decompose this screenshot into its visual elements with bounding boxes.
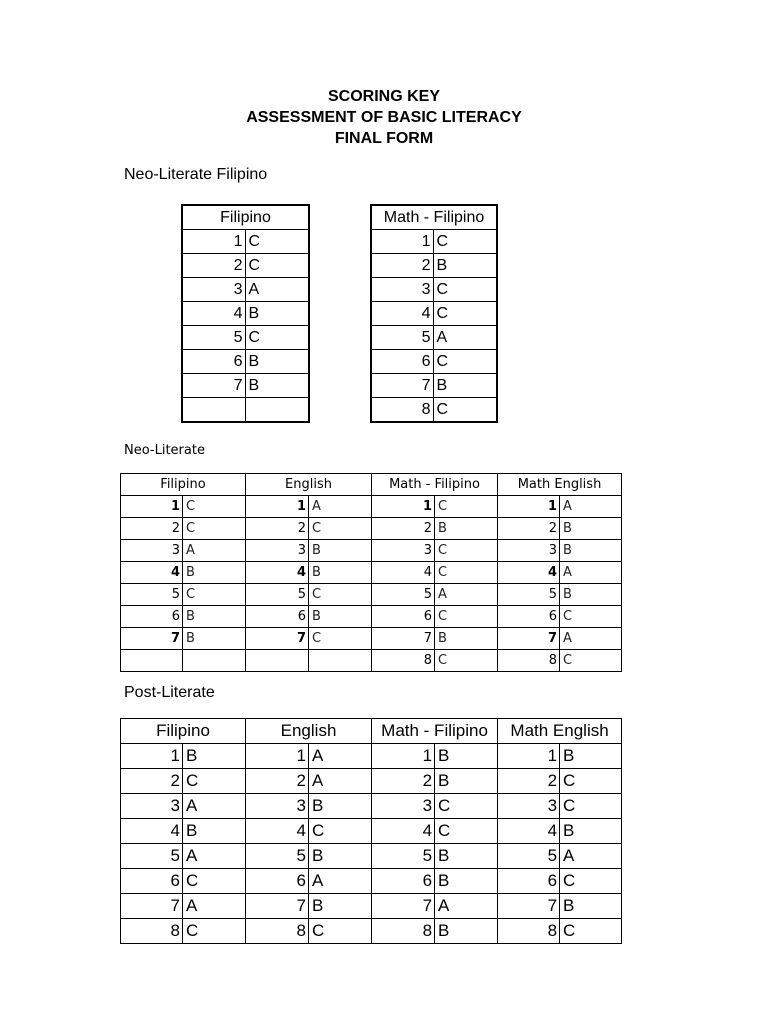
answer-letter: A bbox=[560, 844, 622, 869]
item-number: 4 bbox=[246, 562, 309, 584]
answer-letter: C bbox=[309, 584, 372, 606]
item-number: 6 bbox=[182, 350, 245, 374]
table-row bbox=[121, 794, 622, 819]
item-number: 2 bbox=[372, 518, 435, 540]
answer-letter: B bbox=[245, 302, 309, 326]
answer-letter: C bbox=[560, 794, 622, 819]
item-number: 2 bbox=[371, 254, 433, 278]
item-number: 4 bbox=[182, 302, 245, 326]
answer-letter: B bbox=[433, 374, 497, 398]
table-header: Filipino bbox=[182, 205, 309, 230]
answer-letter: B bbox=[560, 518, 622, 540]
table-row bbox=[121, 844, 622, 869]
item-number: 5 bbox=[121, 584, 183, 606]
item-number: 4 bbox=[121, 562, 183, 584]
answer-letter: B bbox=[183, 628, 246, 650]
title-line-2: ASSESSMENT OF BASIC LITERACY bbox=[246, 109, 522, 126]
answer-letter: A bbox=[309, 869, 372, 894]
answer-letter: A bbox=[560, 496, 622, 518]
item-number: 2 bbox=[498, 518, 560, 540]
table-row bbox=[121, 869, 622, 894]
item-number: 3 bbox=[246, 794, 309, 819]
answer-letter: B bbox=[560, 819, 622, 844]
answer-letter: C bbox=[435, 562, 498, 584]
item-number: 5 bbox=[182, 326, 245, 350]
item-number bbox=[182, 398, 245, 423]
table-row bbox=[371, 254, 497, 278]
answer-letter: A bbox=[183, 540, 246, 562]
neo-literate-answer-table bbox=[120, 473, 622, 672]
table-row bbox=[121, 540, 622, 562]
column-header: Math - Filipino bbox=[372, 474, 498, 496]
item-number: 5 bbox=[246, 584, 309, 606]
item-number: 7 bbox=[371, 374, 433, 398]
document-title bbox=[0, 86, 768, 149]
table-row bbox=[371, 374, 497, 398]
item-number: 7 bbox=[121, 628, 183, 650]
column-header: English bbox=[246, 474, 372, 496]
item-number: 7 bbox=[372, 894, 435, 919]
item-number: 2 bbox=[372, 769, 435, 794]
answer-letter: C bbox=[245, 230, 309, 254]
item-number: 4 bbox=[498, 562, 560, 584]
answer-letter: A bbox=[183, 894, 246, 919]
answer-letter: A bbox=[435, 584, 498, 606]
item-number: 6 bbox=[121, 869, 183, 894]
table-row bbox=[121, 894, 622, 919]
column-header: Math - Filipino bbox=[372, 719, 498, 744]
answer-letter: C bbox=[309, 919, 372, 944]
item-number: 3 bbox=[498, 794, 560, 819]
item-number: 7 bbox=[498, 628, 560, 650]
item-number: 8 bbox=[498, 650, 560, 672]
item-number: 8 bbox=[372, 919, 435, 944]
table-row bbox=[121, 650, 622, 672]
table-row bbox=[121, 919, 622, 944]
answer-letter: C bbox=[309, 628, 372, 650]
answer-letter: C bbox=[435, 496, 498, 518]
table-row bbox=[182, 230, 309, 254]
answer-letter: A bbox=[183, 794, 246, 819]
item-number: 6 bbox=[121, 606, 183, 628]
item-number: 7 bbox=[246, 894, 309, 919]
item-number: 6 bbox=[372, 869, 435, 894]
answer-letter: B bbox=[183, 562, 246, 584]
answer-letter: A bbox=[309, 496, 372, 518]
answer-letter: C bbox=[183, 496, 246, 518]
table-row bbox=[121, 769, 622, 794]
item-number: 5 bbox=[372, 584, 435, 606]
item-number: 2 bbox=[121, 518, 183, 540]
answer-letter: B bbox=[309, 794, 372, 819]
answer-letter: B bbox=[435, 744, 498, 769]
item-number: 6 bbox=[246, 606, 309, 628]
item-number: 6 bbox=[372, 606, 435, 628]
answer-letter: C bbox=[433, 230, 497, 254]
table-row bbox=[371, 230, 497, 254]
item-number: 6 bbox=[371, 350, 433, 374]
answer-letter: B bbox=[435, 769, 498, 794]
section-heading-post-literate: Post-Literate bbox=[124, 684, 215, 701]
table-row bbox=[371, 326, 497, 350]
table-row bbox=[182, 374, 309, 398]
item-number: 3 bbox=[121, 794, 183, 819]
answer-letter: C bbox=[183, 584, 246, 606]
item-number: 4 bbox=[371, 302, 433, 326]
item-number: 8 bbox=[372, 650, 435, 672]
item-number bbox=[121, 650, 183, 672]
item-number: 5 bbox=[372, 844, 435, 869]
table-row bbox=[121, 628, 622, 650]
answer-letter: C bbox=[183, 518, 246, 540]
item-number: 3 bbox=[246, 540, 309, 562]
table-row bbox=[121, 562, 622, 584]
answer-letter: C bbox=[435, 606, 498, 628]
answer-letter: B bbox=[433, 254, 497, 278]
column-header: Filipino bbox=[121, 474, 246, 496]
answer-letter: B bbox=[309, 894, 372, 919]
answer-letter: B bbox=[309, 562, 372, 584]
item-number: 7 bbox=[498, 894, 560, 919]
answer-letter: C bbox=[560, 919, 622, 944]
answer-letter: B bbox=[183, 606, 246, 628]
section-heading-neo-literate: Neo-Literate bbox=[124, 443, 205, 458]
math-filipino-answer-table bbox=[370, 204, 498, 423]
answer-letter: A bbox=[560, 628, 622, 650]
item-number: 5 bbox=[371, 326, 433, 350]
item-number: 8 bbox=[498, 919, 560, 944]
item-number: 8 bbox=[371, 398, 433, 423]
answer-letter: B bbox=[245, 374, 309, 398]
item-number: 7 bbox=[246, 628, 309, 650]
answer-letter bbox=[245, 398, 309, 423]
item-number: 2 bbox=[121, 769, 183, 794]
answer-letter: C bbox=[435, 650, 498, 672]
table-row bbox=[121, 744, 622, 769]
answer-letter: C bbox=[309, 819, 372, 844]
table-row bbox=[182, 326, 309, 350]
item-number: 8 bbox=[246, 919, 309, 944]
item-number: 2 bbox=[182, 254, 245, 278]
item-number: 1 bbox=[246, 744, 309, 769]
answer-letter: C bbox=[560, 650, 622, 672]
item-number: 4 bbox=[498, 819, 560, 844]
answer-letter: C bbox=[433, 278, 497, 302]
item-number: 6 bbox=[498, 869, 560, 894]
item-number: 1 bbox=[121, 496, 183, 518]
answer-letter: C bbox=[435, 819, 498, 844]
item-number: 2 bbox=[498, 769, 560, 794]
item-number: 4 bbox=[372, 562, 435, 584]
table-row bbox=[121, 819, 622, 844]
answer-letter: B bbox=[183, 744, 246, 769]
answer-letter: A bbox=[309, 744, 372, 769]
table-row bbox=[182, 350, 309, 374]
table-row bbox=[182, 398, 309, 423]
item-number: 6 bbox=[246, 869, 309, 894]
answer-letter: B bbox=[435, 844, 498, 869]
answer-letter bbox=[183, 650, 246, 672]
table-row bbox=[371, 302, 497, 326]
filipino-answer-table bbox=[181, 204, 310, 423]
answer-letter: C bbox=[433, 350, 497, 374]
answer-letter: C bbox=[245, 254, 309, 278]
answer-letter: A bbox=[560, 562, 622, 584]
item-number: 3 bbox=[372, 540, 435, 562]
answer-letter: B bbox=[435, 628, 498, 650]
item-number: 5 bbox=[246, 844, 309, 869]
answer-letter: B bbox=[560, 540, 622, 562]
column-header: English bbox=[246, 719, 372, 744]
table-row bbox=[121, 518, 622, 540]
item-number: 1 bbox=[121, 744, 183, 769]
item-number: 1 bbox=[372, 496, 435, 518]
post-literate-answer-table bbox=[120, 718, 622, 944]
answer-letter: C bbox=[435, 794, 498, 819]
answer-letter: B bbox=[560, 744, 622, 769]
item-number: 5 bbox=[498, 844, 560, 869]
answer-letter: C bbox=[435, 540, 498, 562]
item-number: 4 bbox=[372, 819, 435, 844]
answer-letter: A bbox=[433, 326, 497, 350]
item-number: 4 bbox=[246, 819, 309, 844]
answer-letter: C bbox=[560, 769, 622, 794]
item-number: 1 bbox=[498, 744, 560, 769]
answer-letter: C bbox=[245, 326, 309, 350]
answer-letter: B bbox=[309, 844, 372, 869]
answer-letter: B bbox=[309, 606, 372, 628]
table-row bbox=[182, 278, 309, 302]
column-header: Math English bbox=[498, 474, 622, 496]
item-number: 3 bbox=[121, 540, 183, 562]
item-number: 7 bbox=[121, 894, 183, 919]
answer-letter: B bbox=[183, 819, 246, 844]
column-header: Filipino bbox=[121, 719, 246, 744]
answer-letter bbox=[309, 650, 372, 672]
item-number: 1 bbox=[498, 496, 560, 518]
table-row bbox=[371, 278, 497, 302]
column-header: Math English bbox=[498, 719, 622, 744]
answer-letter: B bbox=[560, 894, 622, 919]
table-row bbox=[371, 398, 497, 423]
item-number: 1 bbox=[246, 496, 309, 518]
item-number: 8 bbox=[121, 919, 183, 944]
item-number: 2 bbox=[246, 769, 309, 794]
answer-letter: C bbox=[183, 769, 246, 794]
answer-letter: C bbox=[183, 919, 246, 944]
answer-letter: A bbox=[435, 894, 498, 919]
answer-letter: C bbox=[183, 869, 246, 894]
table-row bbox=[121, 496, 622, 518]
answer-letter: B bbox=[309, 540, 372, 562]
answer-letter: C bbox=[560, 869, 622, 894]
title-line-3: FINAL FORM bbox=[334, 130, 434, 147]
item-number: 1 bbox=[182, 230, 245, 254]
answer-letter: A bbox=[309, 769, 372, 794]
answer-letter: A bbox=[245, 278, 309, 302]
table-row bbox=[182, 302, 309, 326]
item-number: 7 bbox=[182, 374, 245, 398]
title-line-1: SCORING KEY bbox=[327, 88, 440, 105]
answer-letter: B bbox=[435, 518, 498, 540]
item-number: 3 bbox=[371, 278, 433, 302]
item-number: 1 bbox=[371, 230, 433, 254]
answer-letter: C bbox=[433, 302, 497, 326]
item-number: 4 bbox=[121, 819, 183, 844]
table-header: Math - Filipino bbox=[371, 205, 497, 230]
answer-letter: B bbox=[560, 584, 622, 606]
item-number: 2 bbox=[246, 518, 309, 540]
section-heading-neo-literate-filipino: Neo-Literate Filipino bbox=[124, 166, 268, 183]
item-number: 5 bbox=[498, 584, 560, 606]
answer-letter: C bbox=[560, 606, 622, 628]
answer-letter: C bbox=[309, 518, 372, 540]
item-number: 1 bbox=[372, 744, 435, 769]
table-row bbox=[121, 584, 622, 606]
item-number bbox=[246, 650, 309, 672]
item-number: 7 bbox=[372, 628, 435, 650]
answer-letter: B bbox=[435, 919, 498, 944]
answer-letter: B bbox=[435, 869, 498, 894]
answer-letter: C bbox=[433, 398, 497, 423]
item-number: 3 bbox=[182, 278, 245, 302]
answer-letter: B bbox=[245, 350, 309, 374]
table-row bbox=[121, 606, 622, 628]
item-number: 5 bbox=[121, 844, 183, 869]
item-number: 3 bbox=[498, 540, 560, 562]
item-number: 3 bbox=[372, 794, 435, 819]
answer-letter: A bbox=[183, 844, 246, 869]
table-row bbox=[182, 254, 309, 278]
item-number: 6 bbox=[498, 606, 560, 628]
table-row bbox=[371, 350, 497, 374]
